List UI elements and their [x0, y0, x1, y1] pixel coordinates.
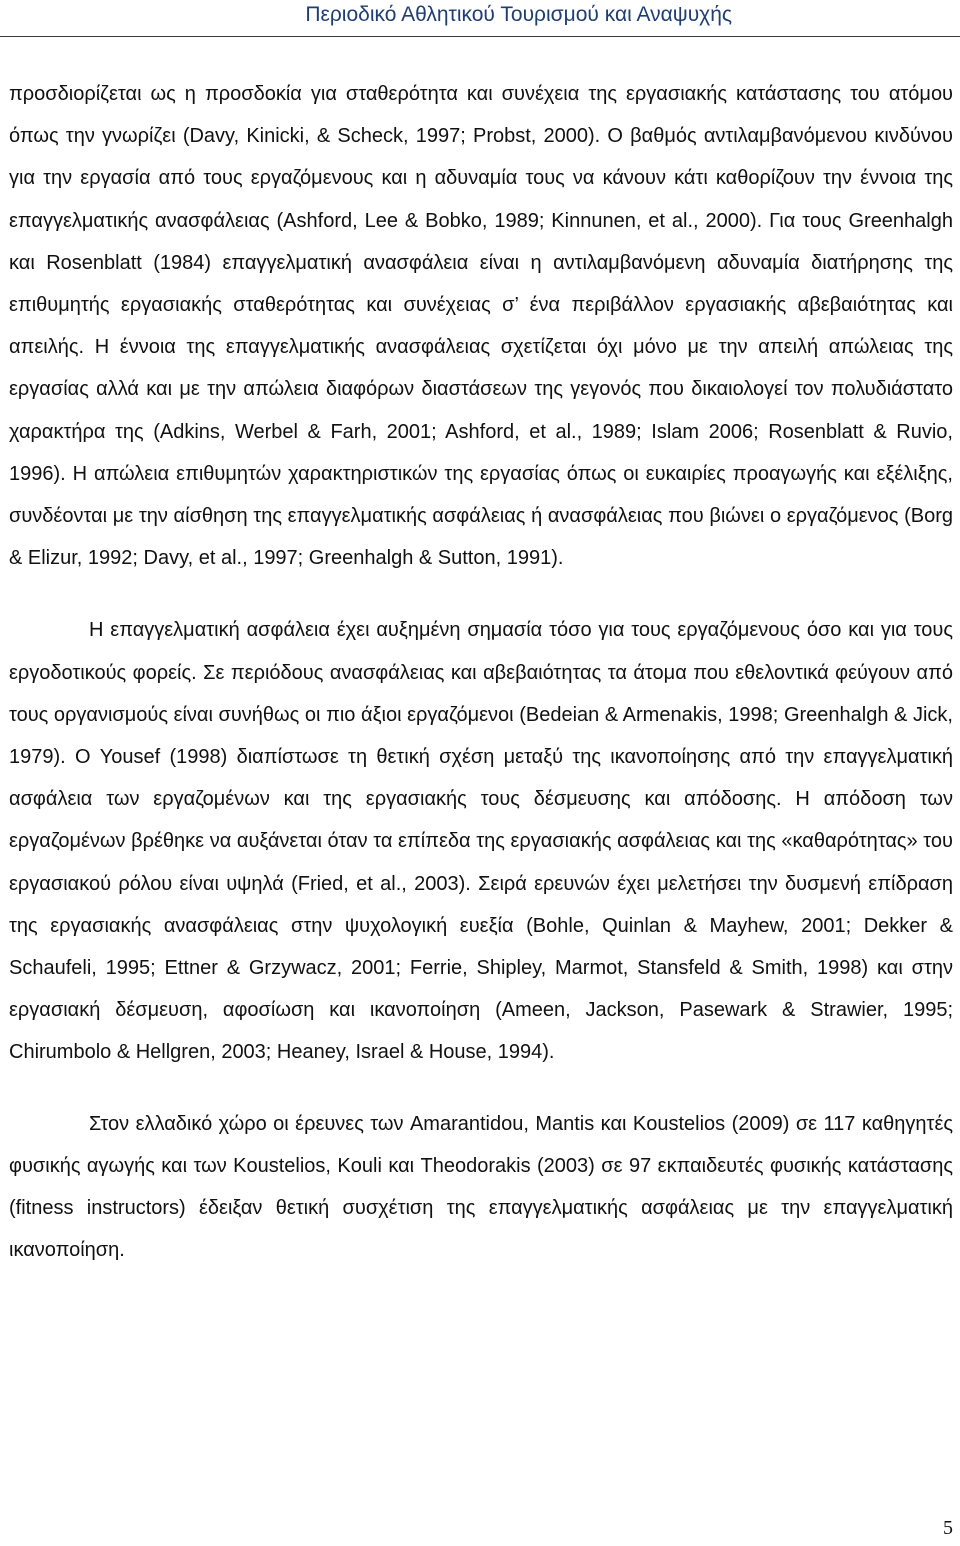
header-divider	[0, 36, 960, 37]
paragraph-job-insecurity-definition: προσδιορίζεται ως η προσδοκία για σταθερότητα και συνέχεια της εργασιακής κατάστασης του ατόμου όπως την γνωρίζει (Davy, Kinicki, & Scheck, 1997; Probst, 2000). Ο βαθμός αντιλαμβανόμενου κινδύνου για την εργασία από τους εργαζόμενους και η αδυναμία τους να κάνουν κάτι καθορίζουν την έννοια της επαγγελματικής ανασφάλειας (Ashford, Lee & Bobko, 1989; Kinnunen, et al., 2000). Για τους Greenhalgh και Rosenblatt (1984) επαγγελματική ανασφάλεια είναι η αντιλαμβανόμενη αδυναμία διατήρησης της επιθυμητής εργασιακής σταθερότητας και συνέχειας σ’ ένα περιβάλλον εργασιακής αβεβαιότητας και απειλής. Η έννοια της επαγγελματικής ανασφάλειας σχετίζεται όχι μόνο με την απειλή απώλειας της εργασίας αλλά και με την απώλεια διαφόρων διαστάσεων της γεγονός που δικαιολογεί τον πολυδιάστατο χαρακτήρα της (Adkins, Werbel & Farh, 2001; Ashford, et al., 1989; Islam 2006; Rosenblatt & Ruvio, 1996). Η απώλεια επιθυμητών χαρακτηριστικών της εργασίας όπως οι ευκαιρίες προαγωγής και εξέλιξης, συνδέονται με την αίσθηση της επαγγελματικής ασφάλειας ή ανασφάλειας που βιώνει ο εργαζόμενος (Borg & Elizur, 1992; Davy, et al., 1997; Greenhalgh & Sutton, 1991).	[9, 83, 953, 570]
running-header-title: Περιοδικό Αθλητικού Τουρισμού και Αναψυχής	[305, 3, 732, 26]
article-body	[9, 73, 953, 1271]
page-number: 5	[943, 1517, 953, 1539]
paragraph-job-security-importance: Η επαγγελματική ασφάλεια έχει αυξημένη σημασία τόσο για τους εργαζόμενους όσο και για τους εργοδοτικούς φορείς. Σε περιόδους ανασφάλειας και αβεβαιότητας τα άτομα που εθελοντικά φεύγουν από τους οργανισμούς είναι συνήθως οι πιο άξιοι εργαζόμενοι (Bedeian & Armenakis, 1998; Greenhalgh & Jick, 1979). Ο Yousef (1998) διαπίστωσε τη θετική σχέση μεταξύ της ικανοποίησης από την επαγγελματική ασφάλεια των εργαζομένων και της εργασιακής τους δέσμευσης και απόδοσης. Η απόδοση των εργαζομένων βρέθηκε να αυξάνεται όταν τα επίπεδα της εργασιακής ασφάλειας και της «καθαρότητας» του εργασιακού ρόλου είναι υψηλά (Fried, et al., 2003). Σειρά ερευνών έχει μελετήσει την δυσμενή επίδραση της εργασιακής ανασφάλειας στην ψυχολογική ευεξία (Bohle, Quinlan & Mayhew, 2001; Dekker & Schaufeli, 1995; Ettner & Grzywacz, 2001; Ferrie, Shipley, Marmot, Stansfeld & Smith, 1998) και στην εργασιακή δέσμευση, αφοσίωση και ικανοποίηση (Ameen, Jackson, Pasewark & Strawier, 1995; Chirumbolo & Hellgren, 2003; Heaney, Israel & House, 1994).	[9, 619, 953, 1064]
paragraph-greek-research: Στον ελλαδικό χώρο οι έρευνες των Amarantidou, Mantis και Koustelios (2009) σε 117 καθηγητές φυσικής αγωγής και των Koustelios, Kouli και Theodorakis (2003) σε 97 εκπαιδευτές φυσικής κατάστασης (fitness instructors) έδειξαν θετική συσχέτιση της επαγγελματικής ασφάλειας με την επαγγελματική ικανοποίηση.	[9, 1112, 953, 1262]
